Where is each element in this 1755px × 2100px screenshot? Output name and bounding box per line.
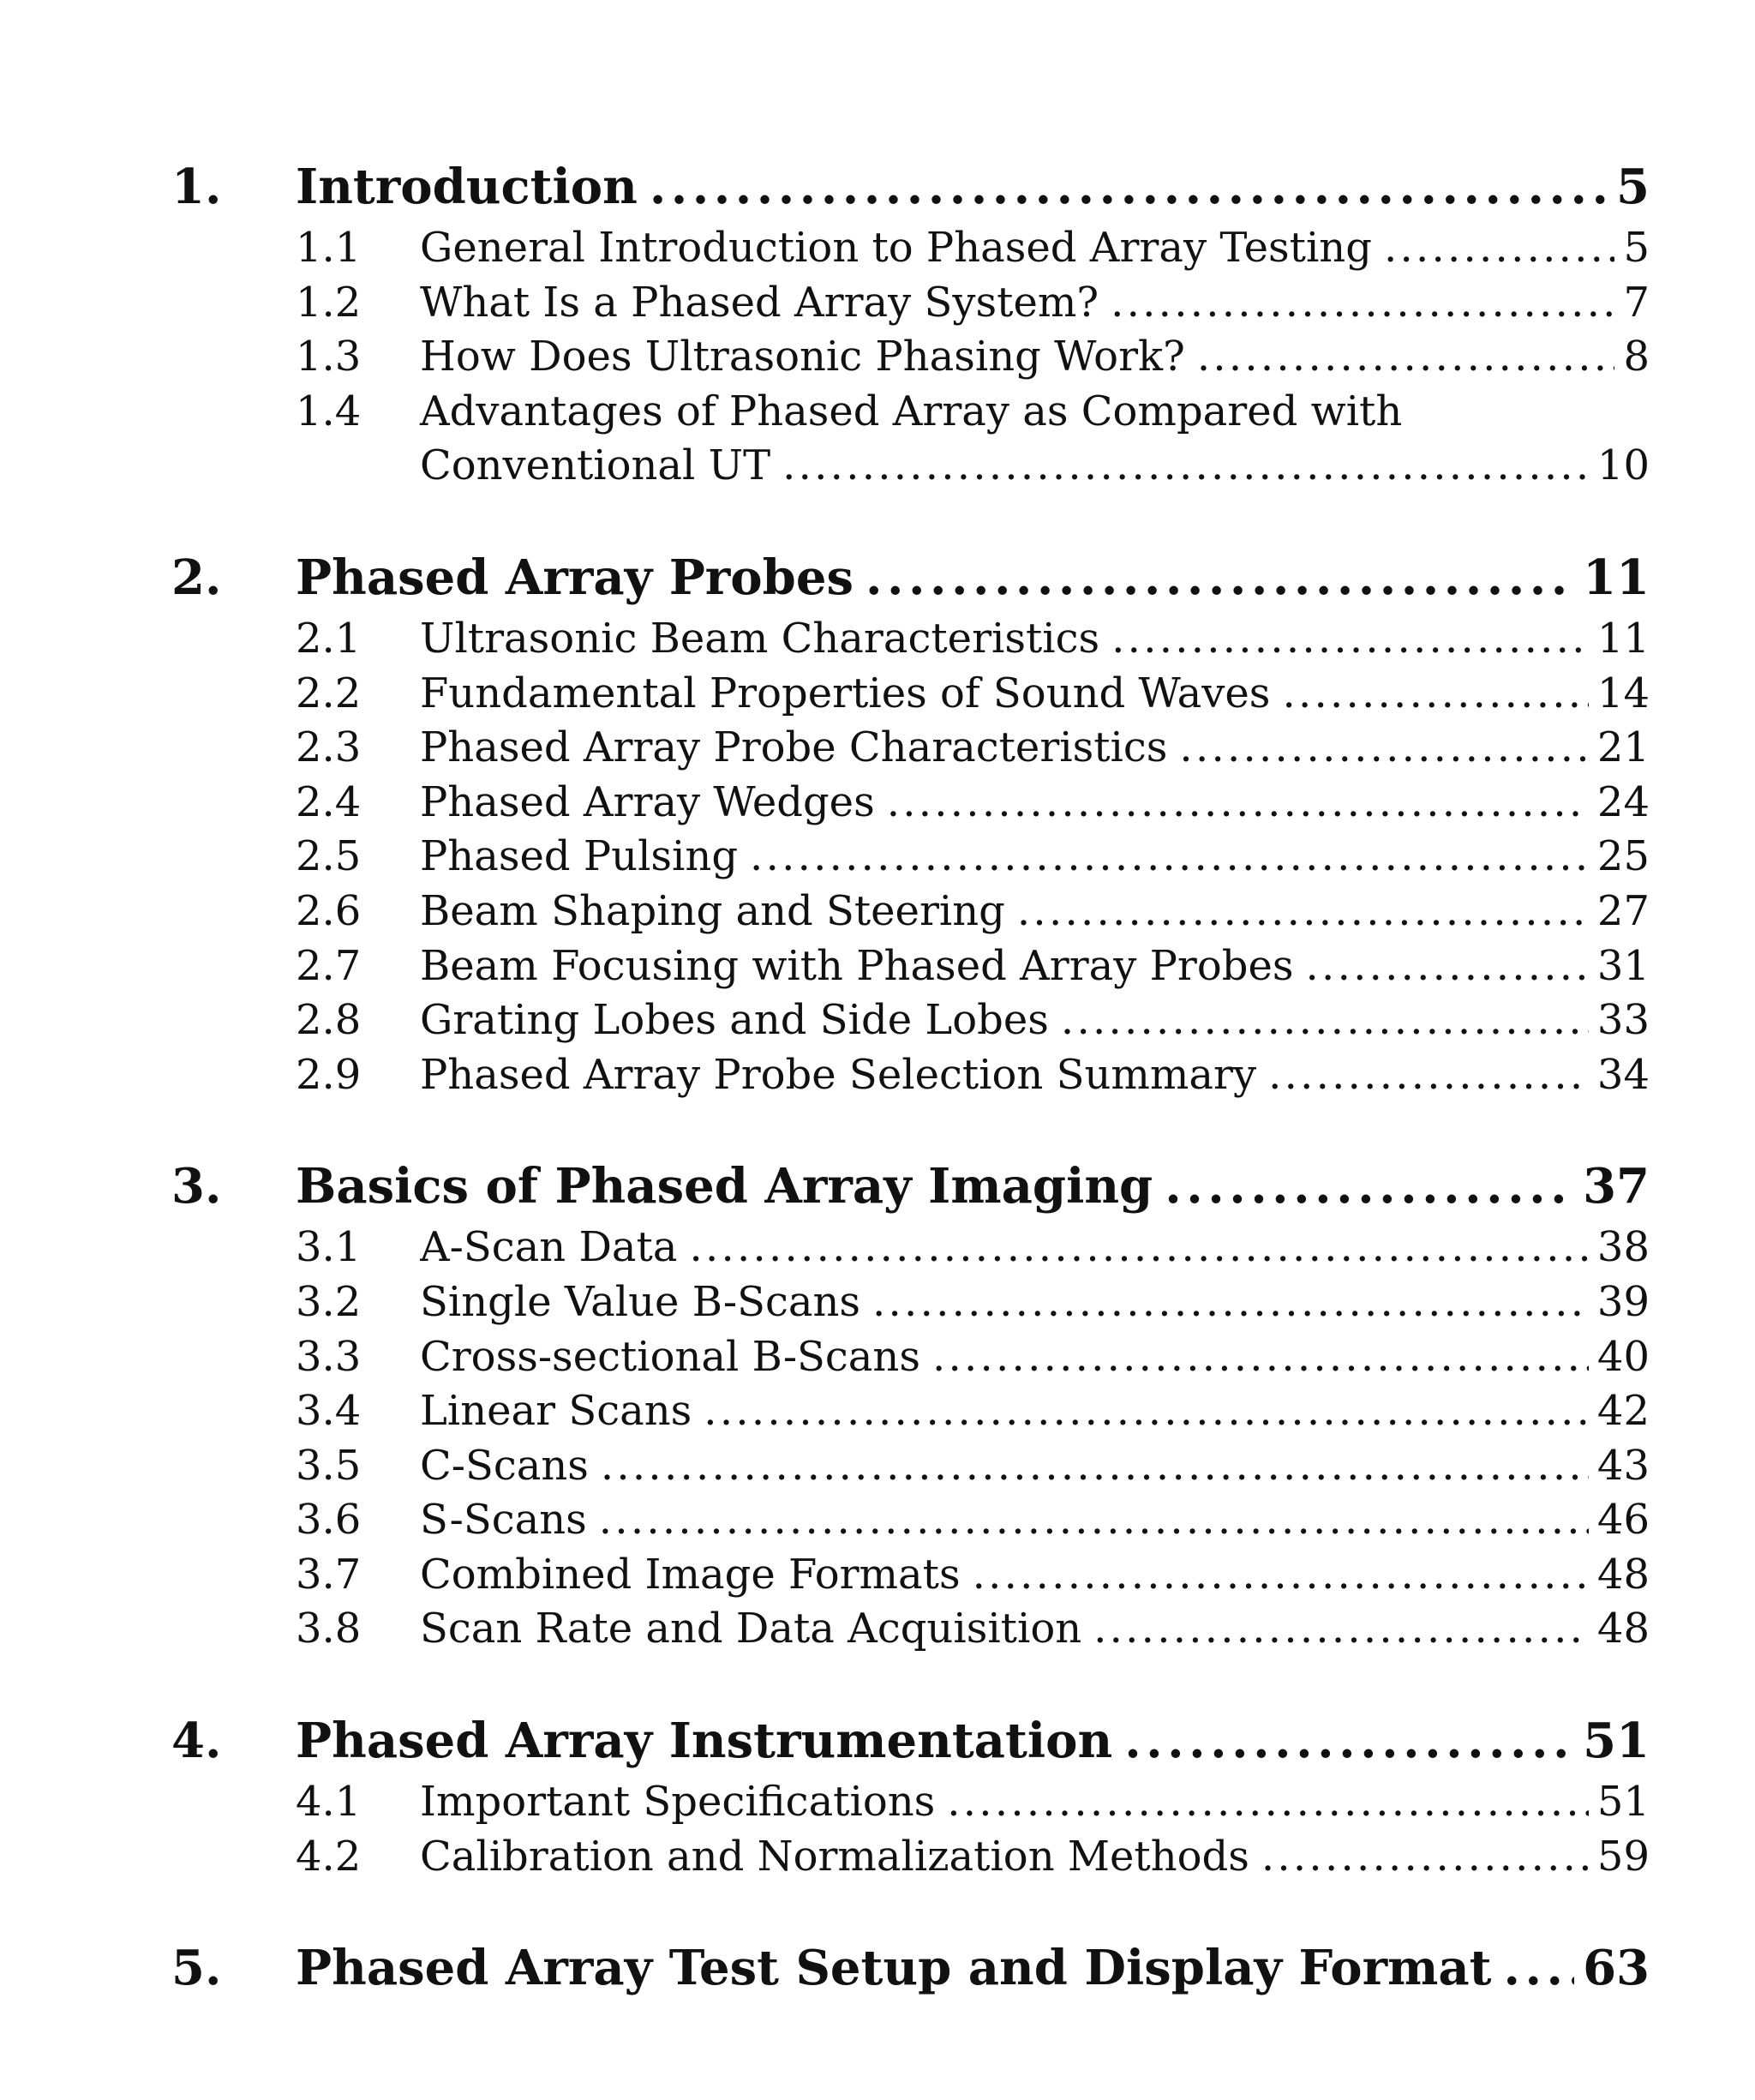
toc-entry[interactable] bbox=[296, 1775, 1650, 1830]
toc-entry[interactable] bbox=[296, 276, 1650, 331]
chapter-entry bbox=[296, 543, 1650, 612]
section-page-number: 25 bbox=[1596, 832, 1650, 881]
section-number: 1.4 bbox=[296, 387, 362, 435]
section-title: Combined Image Formats bbox=[420, 1550, 961, 1599]
section-entry bbox=[420, 1330, 1650, 1385]
chapter-page-number: 37 bbox=[1583, 1158, 1650, 1215]
section-entry bbox=[420, 1548, 1650, 1603]
chapter-heading[interactable] bbox=[171, 543, 1650, 612]
dot-leader bbox=[1111, 276, 1614, 331]
chapter-entry bbox=[296, 1152, 1650, 1221]
section-entry bbox=[420, 612, 1650, 667]
toc-entry[interactable] bbox=[296, 1493, 1650, 1548]
section-title: Phased Array Probe Characteristics bbox=[420, 723, 1168, 772]
section-page-number: 10 bbox=[1596, 441, 1650, 490]
dot-leader bbox=[782, 439, 1589, 494]
section-title: Calibration and Normalization Methods bbox=[420, 1832, 1249, 1881]
section-title: Fundamental Properties of Sound Waves bbox=[420, 669, 1271, 717]
table-of-contents bbox=[171, 153, 1650, 2002]
dot-leader bbox=[973, 1548, 1589, 1603]
section-number: 1.2 bbox=[296, 278, 362, 327]
chapter-2 bbox=[171, 543, 1650, 1102]
section-page-number: 31 bbox=[1596, 941, 1650, 990]
section-entry bbox=[420, 776, 1650, 831]
section-number: 2.3 bbox=[296, 723, 362, 772]
toc-entry[interactable] bbox=[296, 1330, 1650, 1385]
dot-leader bbox=[1197, 330, 1615, 385]
section-number: 2.7 bbox=[296, 941, 362, 990]
section-entry bbox=[420, 1602, 1650, 1657]
section-page-number: 42 bbox=[1596, 1387, 1650, 1436]
section-title: Cross-sectional B-Scans bbox=[420, 1332, 920, 1381]
chapter-number: 4. bbox=[171, 1713, 222, 1770]
chapter-entry bbox=[296, 1707, 1650, 1775]
toc-entry[interactable] bbox=[296, 1384, 1650, 1439]
section-title: General Introduction to Phased Array Testing bbox=[420, 224, 1372, 272]
dot-leader bbox=[1093, 1602, 1589, 1657]
section-title: How Does Ultrasonic Phasing Work? bbox=[420, 333, 1185, 381]
chapter-title: Introduction bbox=[296, 159, 638, 215]
toc-entry[interactable] bbox=[296, 1221, 1650, 1275]
dot-leader bbox=[1124, 1707, 1574, 1775]
section-number: 4.2 bbox=[296, 1832, 362, 1881]
section-number: 3.5 bbox=[296, 1441, 362, 1490]
section-entry bbox=[420, 276, 1650, 331]
section-entry bbox=[420, 885, 1650, 939]
section-number: 1.1 bbox=[296, 224, 362, 272]
dot-leader bbox=[1017, 885, 1589, 939]
section-title: Important Specifications bbox=[420, 1778, 936, 1827]
section-page-number: 24 bbox=[1596, 777, 1650, 826]
section-page-number: 59 bbox=[1596, 1832, 1650, 1881]
section-title: C-Scans bbox=[420, 1441, 589, 1490]
chapter-title: Basics of Phased Array Imaging bbox=[296, 1158, 1153, 1215]
section-number: 3.2 bbox=[296, 1277, 362, 1326]
dot-leader bbox=[866, 543, 1574, 612]
section-title: S-Scans bbox=[420, 1496, 587, 1545]
section-page-number: 14 bbox=[1596, 669, 1650, 717]
section-page-number: 27 bbox=[1596, 886, 1650, 935]
toc-entry[interactable] bbox=[296, 667, 1650, 722]
section-entry bbox=[420, 993, 1650, 1048]
section-title: Beam Shaping and Steering bbox=[420, 886, 1005, 935]
section-page-number: 34 bbox=[1596, 1050, 1650, 1099]
dot-leader bbox=[1261, 1830, 1589, 1885]
chapter-1 bbox=[171, 153, 1650, 494]
section-number: 2.9 bbox=[296, 1050, 362, 1099]
dot-leader bbox=[601, 1439, 1589, 1494]
toc-entry[interactable] bbox=[296, 385, 1650, 494]
toc-entry[interactable] bbox=[296, 939, 1650, 994]
section-number: 2.2 bbox=[296, 669, 362, 717]
dot-leader bbox=[872, 1275, 1589, 1330]
section-number: 1.3 bbox=[296, 333, 362, 381]
section-entry bbox=[420, 830, 1650, 885]
dot-leader bbox=[1111, 612, 1589, 667]
section-title: Phased Pulsing bbox=[420, 832, 739, 881]
section-title: Single Value B-Scans bbox=[420, 1277, 861, 1326]
toc-entry[interactable] bbox=[296, 1048, 1650, 1103]
chapter-number: 5. bbox=[171, 1940, 222, 1997]
section-title: Grating Lobes and Side Lobes bbox=[420, 996, 1049, 1045]
dot-leader bbox=[689, 1221, 1588, 1275]
section-title: Linear Scans bbox=[420, 1387, 692, 1436]
chapter-entry bbox=[296, 153, 1650, 221]
section-title: A-Scan Data bbox=[420, 1223, 678, 1272]
section-number: 3.8 bbox=[296, 1605, 362, 1653]
section-number: 2.5 bbox=[296, 832, 362, 881]
chapter-4 bbox=[171, 1707, 1650, 1884]
dot-leader bbox=[1504, 1934, 1575, 2002]
section-page-number: 5 bbox=[1623, 224, 1650, 272]
section-number: 2.8 bbox=[296, 996, 362, 1045]
section-entry bbox=[420, 330, 1650, 385]
section-entry bbox=[420, 1221, 1650, 1275]
chapter-number: 1. bbox=[171, 159, 222, 215]
section-page-number: 51 bbox=[1596, 1778, 1650, 1827]
chapter-number: 3. bbox=[171, 1158, 222, 1215]
chapter-page-number: 11 bbox=[1583, 549, 1650, 606]
section-page-number: 40 bbox=[1596, 1332, 1650, 1381]
section-page-number: 21 bbox=[1596, 723, 1650, 772]
chapter-page-number: 63 bbox=[1583, 1940, 1650, 1997]
section-entry bbox=[420, 1384, 1650, 1439]
section-title-line-1: Advantages of Phased Array as Compared with bbox=[420, 387, 1403, 435]
section-number: 3.4 bbox=[296, 1387, 362, 1436]
toc-entry[interactable] bbox=[296, 1275, 1650, 1330]
chapter-title: Phased Array Probes bbox=[296, 549, 854, 606]
dot-leader bbox=[704, 1384, 1589, 1439]
dot-leader bbox=[1179, 721, 1589, 776]
section-entry bbox=[420, 721, 1650, 776]
chapter-heading[interactable] bbox=[171, 1934, 1650, 2002]
chapter-title: Phased Array Instrumentation bbox=[296, 1713, 1113, 1770]
toc-entry[interactable] bbox=[296, 1548, 1650, 1603]
section-title: Scan Rate and Data Acquisition bbox=[420, 1605, 1082, 1653]
section-entry bbox=[420, 1775, 1650, 1830]
toc-entry[interactable] bbox=[296, 221, 1650, 276]
dot-leader bbox=[1268, 1048, 1589, 1103]
dot-leader bbox=[887, 776, 1589, 831]
dot-leader bbox=[1306, 939, 1589, 994]
section-entry bbox=[420, 385, 1650, 494]
section-page-number: 33 bbox=[1596, 996, 1650, 1045]
toc-entry[interactable] bbox=[296, 612, 1650, 667]
section-number: 2.1 bbox=[296, 614, 362, 663]
section-page-number: 48 bbox=[1596, 1605, 1650, 1653]
chapter-heading[interactable] bbox=[171, 1152, 1650, 1221]
chapter-page-number: 5 bbox=[1616, 159, 1650, 215]
section-title: Phased Array Wedges bbox=[420, 777, 875, 826]
dot-leader bbox=[599, 1493, 1589, 1548]
section-number: 3.7 bbox=[296, 1550, 362, 1599]
section-page-number: 38 bbox=[1596, 1223, 1650, 1272]
section-page-number: 48 bbox=[1596, 1550, 1650, 1599]
chapter-page-number: 51 bbox=[1583, 1713, 1650, 1770]
section-entry bbox=[420, 667, 1650, 722]
toc-entry[interactable] bbox=[296, 1830, 1650, 1885]
dot-leader bbox=[1165, 1152, 1574, 1221]
section-number: 4.1 bbox=[296, 1778, 362, 1827]
chapter-number: 2. bbox=[171, 549, 222, 606]
section-page-number: 43 bbox=[1596, 1441, 1650, 1490]
section-page-number: 39 bbox=[1596, 1277, 1650, 1326]
chapter-heading[interactable] bbox=[171, 153, 1650, 221]
dot-leader bbox=[1282, 667, 1588, 722]
toc-entry[interactable] bbox=[296, 885, 1650, 939]
toc-entry[interactable] bbox=[296, 830, 1650, 885]
section-page-number: 11 bbox=[1596, 614, 1650, 663]
section-entry bbox=[420, 1493, 1650, 1548]
dot-leader bbox=[947, 1775, 1589, 1830]
toc-entry[interactable] bbox=[296, 776, 1650, 831]
section-number: 3.1 bbox=[296, 1223, 362, 1272]
section-number: 3.6 bbox=[296, 1496, 362, 1545]
section-entry bbox=[420, 939, 1650, 994]
dot-leader bbox=[650, 153, 1608, 221]
section-entry bbox=[420, 1275, 1650, 1330]
section-title-line-2: Conventional UT bbox=[420, 441, 771, 490]
section-number: 3.3 bbox=[296, 1332, 362, 1381]
toc-entry[interactable] bbox=[296, 330, 1650, 385]
section-entry bbox=[420, 1830, 1650, 1885]
section-title: Beam Focusing with Phased Array Probes bbox=[420, 941, 1294, 990]
toc-entry[interactable] bbox=[296, 993, 1650, 1048]
section-title: What Is a Phased Array System? bbox=[420, 278, 1099, 327]
toc-entry[interactable] bbox=[296, 721, 1650, 776]
section-number: 2.6 bbox=[296, 886, 362, 935]
section-entry bbox=[420, 221, 1650, 276]
section-entry bbox=[420, 1439, 1650, 1494]
section-title-line-2-row bbox=[420, 439, 1650, 494]
chapter-title: Phased Array Test Setup and Display Format bbox=[296, 1940, 1492, 1997]
chapter-entry bbox=[296, 1934, 1650, 2002]
section-page-number: 7 bbox=[1623, 278, 1650, 327]
section-page-number: 46 bbox=[1596, 1496, 1650, 1545]
dot-leader bbox=[1061, 993, 1589, 1048]
dot-leader bbox=[1384, 221, 1615, 276]
toc-entry[interactable] bbox=[296, 1602, 1650, 1657]
section-title: Ultrasonic Beam Characteristics bbox=[420, 614, 1100, 663]
toc-entry[interactable] bbox=[296, 1439, 1650, 1494]
section-entry bbox=[420, 1048, 1650, 1103]
chapter-heading[interactable] bbox=[171, 1707, 1650, 1775]
section-page-number: 8 bbox=[1623, 333, 1650, 381]
dot-leader bbox=[750, 830, 1589, 885]
dot-leader bbox=[932, 1330, 1589, 1385]
chapter-3 bbox=[171, 1152, 1650, 1657]
section-number: 2.4 bbox=[296, 777, 362, 826]
section-title: Phased Array Probe Selection Summary bbox=[420, 1050, 1257, 1099]
chapter-5 bbox=[171, 1934, 1650, 2002]
